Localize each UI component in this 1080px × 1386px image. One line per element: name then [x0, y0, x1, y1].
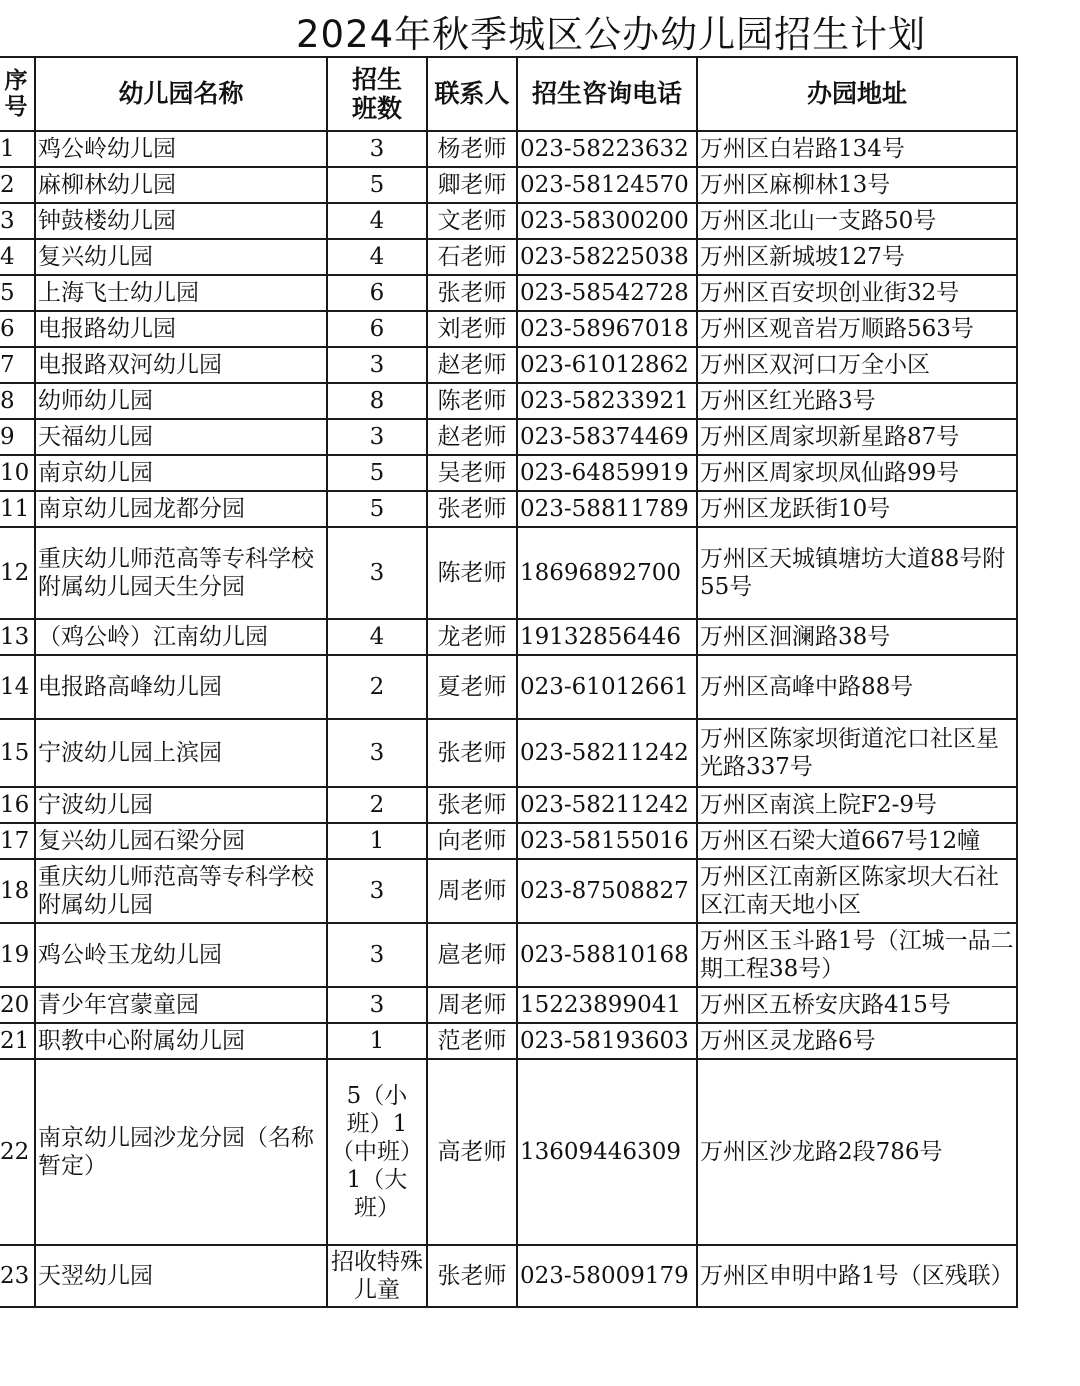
cell-address: 万州区百安坝创业街32号 — [697, 275, 1017, 311]
cell-name: 复兴幼儿园 — [35, 239, 327, 275]
cell-address: 万州区申明中路1号（区残联） — [697, 1245, 1017, 1307]
cell-address: 万州区石梁大道667号12幢 — [697, 823, 1017, 859]
table-row — [0, 275, 1017, 311]
cell-name: 青少年宫蒙童园 — [35, 987, 327, 1023]
cell-classes: 6 — [327, 275, 427, 311]
cell-no: 19 — [0, 923, 35, 987]
cell-phone: 023-64859919 — [517, 455, 697, 491]
cell-name: 复兴幼儿园石梁分园 — [35, 823, 327, 859]
header-phone: 招生咨询电话 — [517, 57, 697, 131]
cell-phone: 023-58124570 — [517, 167, 697, 203]
table-row — [0, 167, 1017, 203]
cell-no: 17 — [0, 823, 35, 859]
cell-contact: 张老师 — [427, 275, 517, 311]
cell-classes: 3 — [327, 527, 427, 619]
cell-no: 5 — [0, 275, 35, 311]
cell-phone: 18696892700 — [517, 527, 697, 619]
table-row — [0, 1245, 1017, 1307]
header-contact: 联系人 — [427, 57, 517, 131]
table-row — [0, 491, 1017, 527]
cell-phone: 023-58211242 — [517, 787, 697, 823]
table-row — [0, 719, 1017, 787]
cell-contact: 杨老师 — [427, 131, 517, 167]
cell-address: 万州区五桥安庆路415号 — [697, 987, 1017, 1023]
cell-contact: 张老师 — [427, 787, 517, 823]
cell-address: 万州区北山一支路50号 — [697, 203, 1017, 239]
cell-phone: 023-58223632 — [517, 131, 697, 167]
cell-address: 万州区江南新区陈家坝大石社区江南天地小区 — [697, 859, 1017, 923]
cell-classes: 5 — [327, 167, 427, 203]
cell-address: 万州区高峰中路88号 — [697, 655, 1017, 719]
cell-contact: 向老师 — [427, 823, 517, 859]
cell-no: 3 — [0, 203, 35, 239]
cell-classes: 3 — [327, 859, 427, 923]
cell-phone: 023-58810168 — [517, 923, 697, 987]
cell-address: 万州区天城镇塘坊大道88号附55号 — [697, 527, 1017, 619]
cell-no: 12 — [0, 527, 35, 619]
cell-phone: 023-58225038 — [517, 239, 697, 275]
cell-name: 重庆幼儿师范高等专科学校附属幼儿园天生分园 — [35, 527, 327, 619]
table-row — [0, 347, 1017, 383]
table-row — [0, 923, 1017, 987]
cell-no: 18 — [0, 859, 35, 923]
cell-contact: 卿老师 — [427, 167, 517, 203]
cell-address: 万州区新城坡127号 — [697, 239, 1017, 275]
enrollment-table — [0, 56, 1018, 1308]
cell-name: 南京幼儿园 — [35, 455, 327, 491]
cell-no: 10 — [0, 455, 35, 491]
cell-contact: 张老师 — [427, 719, 517, 787]
table-row — [0, 311, 1017, 347]
cell-phone: 023-58967018 — [517, 311, 697, 347]
cell-address: 万州区观音岩万顺路563号 — [697, 311, 1017, 347]
cell-address: 万州区陈家坝街道沱口社区星光路337号 — [697, 719, 1017, 787]
cell-no: 1 — [0, 131, 35, 167]
cell-name: 电报路双河幼儿园 — [35, 347, 327, 383]
cell-phone: 19132856446 — [517, 619, 697, 655]
table-row — [0, 239, 1017, 275]
table-row — [0, 131, 1017, 167]
table-row — [0, 619, 1017, 655]
cell-phone: 023-58155016 — [517, 823, 697, 859]
cell-contact: 陈老师 — [427, 527, 517, 619]
cell-contact: 扈老师 — [427, 923, 517, 987]
cell-name: 宁波幼儿园上滨园 — [35, 719, 327, 787]
cell-name: 幼师幼儿园 — [35, 383, 327, 419]
cell-classes: 3 — [327, 923, 427, 987]
cell-contact: 龙老师 — [427, 619, 517, 655]
table-row — [0, 787, 1017, 823]
table-row — [0, 455, 1017, 491]
cell-contact: 周老师 — [427, 987, 517, 1023]
cell-no: 23 — [0, 1245, 35, 1307]
cell-contact: 夏老师 — [427, 655, 517, 719]
cell-classes: 4 — [327, 239, 427, 275]
cell-classes: 5（小班）1（中班）1（大班） — [327, 1059, 427, 1245]
cell-name: 钟鼓楼幼儿园 — [35, 203, 327, 239]
header-name: 幼儿园名称 — [35, 57, 327, 131]
cell-contact: 赵老师 — [427, 419, 517, 455]
cell-phone: 023-58300200 — [517, 203, 697, 239]
cell-no: 2 — [0, 167, 35, 203]
cell-no: 11 — [0, 491, 35, 527]
cell-name: 鸡公岭玉龙幼儿园 — [35, 923, 327, 987]
cell-classes: 2 — [327, 787, 427, 823]
cell-name: 天翌幼儿园 — [35, 1245, 327, 1307]
table-row — [0, 1059, 1017, 1245]
table-row — [0, 1023, 1017, 1059]
cell-phone: 15223899041 — [517, 987, 697, 1023]
cell-classes: 8 — [327, 383, 427, 419]
cell-no: 20 — [0, 987, 35, 1023]
cell-name: 麻柳林幼儿园 — [35, 167, 327, 203]
cell-no: 15 — [0, 719, 35, 787]
table-row — [0, 823, 1017, 859]
cell-no: 4 — [0, 239, 35, 275]
header-no: 序号 — [0, 57, 35, 131]
cell-classes: 1 — [327, 1023, 427, 1059]
cell-classes: 3 — [327, 419, 427, 455]
cell-classes: 4 — [327, 619, 427, 655]
table-row — [0, 527, 1017, 619]
cell-classes: 3 — [327, 719, 427, 787]
cell-name: 宁波幼儿园 — [35, 787, 327, 823]
cell-address: 万州区白岩路134号 — [697, 131, 1017, 167]
cell-classes: 3 — [327, 987, 427, 1023]
cell-address: 万州区灵龙路6号 — [697, 1023, 1017, 1059]
header-classes: 招生班数 — [327, 57, 427, 131]
cell-classes: 3 — [327, 347, 427, 383]
cell-no: 6 — [0, 311, 35, 347]
cell-phone: 023-61012661 — [517, 655, 697, 719]
cell-name: 电报路幼儿园 — [35, 311, 327, 347]
cell-classes: 5 — [327, 455, 427, 491]
cell-no: 8 — [0, 383, 35, 419]
cell-contact: 高老师 — [427, 1059, 517, 1245]
cell-address: 万州区双河口万全小区 — [697, 347, 1017, 383]
table-row — [0, 383, 1017, 419]
cell-phone: 023-58811789 — [517, 491, 697, 527]
cell-contact: 张老师 — [427, 1245, 517, 1307]
cell-contact: 赵老师 — [427, 347, 517, 383]
cell-contact: 周老师 — [427, 859, 517, 923]
cell-address: 万州区南滨上院F2-9号 — [697, 787, 1017, 823]
cell-phone: 023-58211242 — [517, 719, 697, 787]
cell-contact: 范老师 — [427, 1023, 517, 1059]
cell-address: 万州区周家坝新星路87号 — [697, 419, 1017, 455]
cell-name: 职教中心附属幼儿园 — [35, 1023, 327, 1059]
header-address: 办园地址 — [697, 57, 1017, 131]
cell-no: 14 — [0, 655, 35, 719]
cell-no: 9 — [0, 419, 35, 455]
cell-classes: 招收特殊儿童 — [327, 1245, 427, 1307]
cell-classes: 1 — [327, 823, 427, 859]
cell-phone: 023-58193603 — [517, 1023, 697, 1059]
cell-phone: 023-87508827 — [517, 859, 697, 923]
cell-classes: 3 — [327, 131, 427, 167]
cell-no: 7 — [0, 347, 35, 383]
cell-address: 万州区洄澜路38号 — [697, 619, 1017, 655]
cell-name: 鸡公岭幼儿园 — [35, 131, 327, 167]
cell-classes: 2 — [327, 655, 427, 719]
cell-classes: 5 — [327, 491, 427, 527]
table-body — [0, 131, 1017, 1307]
cell-contact: 吴老师 — [427, 455, 517, 491]
cell-name: 上海飞士幼儿园 — [35, 275, 327, 311]
cell-phone: 023-61012862 — [517, 347, 697, 383]
cell-contact: 刘老师 — [427, 311, 517, 347]
cell-address: 万州区红光路3号 — [697, 383, 1017, 419]
cell-name: 南京幼儿园龙都分园 — [35, 491, 327, 527]
table-row — [0, 987, 1017, 1023]
cell-contact: 张老师 — [427, 491, 517, 527]
cell-address: 万州区麻柳林13号 — [697, 167, 1017, 203]
cell-no: 13 — [0, 619, 35, 655]
cell-contact: 陈老师 — [427, 383, 517, 419]
cell-name: 南京幼儿园沙龙分园（名称暂定） — [35, 1059, 327, 1245]
table-row — [0, 203, 1017, 239]
cell-contact: 石老师 — [427, 239, 517, 275]
cell-phone: 023-58374469 — [517, 419, 697, 455]
cell-no: 21 — [0, 1023, 35, 1059]
cell-no: 16 — [0, 787, 35, 823]
cell-contact: 文老师 — [427, 203, 517, 239]
cell-address: 万州区龙跃街10号 — [697, 491, 1017, 527]
cell-address: 万州区周家坝凤仙路99号 — [697, 455, 1017, 491]
table-row — [0, 419, 1017, 455]
cell-phone: 023-58542728 — [517, 275, 697, 311]
table-row — [0, 859, 1017, 923]
cell-classes: 4 — [327, 203, 427, 239]
page-title: 2024年秋季城区公办幼儿园招生计划 — [296, 13, 927, 56]
cell-name: 天福幼儿园 — [35, 419, 327, 455]
cell-name: 电报路高峰幼儿园 — [35, 655, 327, 719]
cell-phone: 023-58009179 — [517, 1245, 697, 1307]
cell-phone: 13609446309 — [517, 1059, 697, 1245]
cell-name: 重庆幼儿师范高等专科学校附属幼儿园 — [35, 859, 327, 923]
cell-address: 万州区沙龙路2段786号 — [697, 1059, 1017, 1245]
table-header-row — [0, 57, 1017, 131]
cell-phone: 023-58233921 — [517, 383, 697, 419]
cell-no: 22 — [0, 1059, 35, 1245]
cell-name: （鸡公岭）江南幼儿园 — [35, 619, 327, 655]
table-row — [0, 655, 1017, 719]
cell-address: 万州区玉斗路1号（江城一品二期工程38号） — [697, 923, 1017, 987]
cell-classes: 6 — [327, 311, 427, 347]
